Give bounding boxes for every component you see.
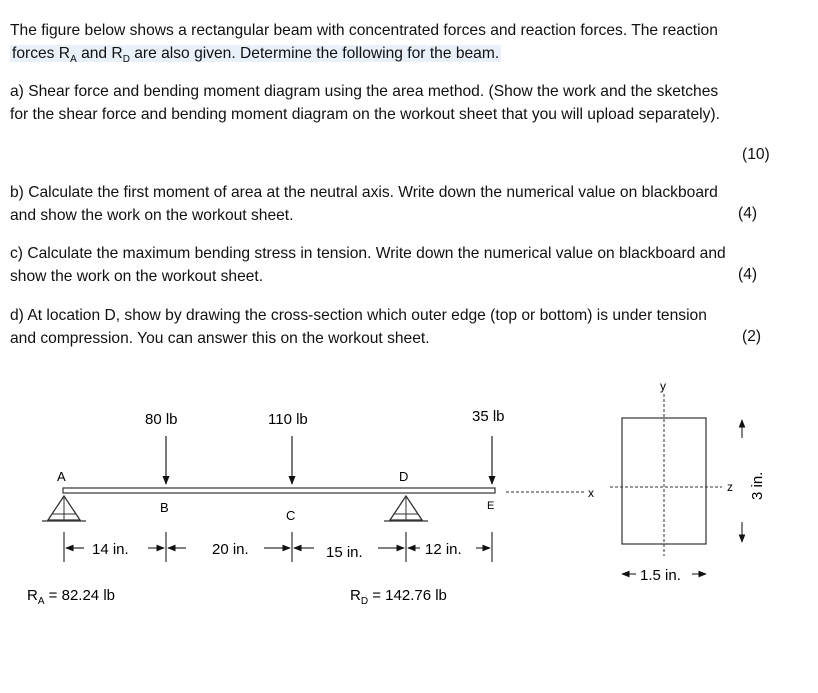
part-a-points: (10) bbox=[742, 146, 770, 163]
part-b-line-1: b) Calculate the first moment of area at the neutral axis. Write down the numerical value on blackboard bbox=[10, 184, 718, 201]
width-label: 1.5 in. bbox=[640, 567, 681, 584]
height-label: 3 in. bbox=[749, 471, 766, 500]
beam-body bbox=[63, 488, 495, 493]
intro-line-1: The figure below shows a rectangular beam with concentrated forces and reaction forces. The reaction bbox=[10, 22, 718, 39]
span-label-ab: 14 in. bbox=[92, 541, 129, 558]
part-c-points: (4) bbox=[738, 266, 758, 283]
part-b-points: (4) bbox=[738, 205, 758, 222]
span-label-de: 12 in. bbox=[425, 541, 462, 558]
point-label-d: D bbox=[399, 469, 409, 484]
part-a-line-2: for the shear force and bending moment diagram on the workout sheet that you will upload separately). bbox=[10, 106, 720, 123]
point-label-c: C bbox=[286, 508, 296, 523]
part-d-points: (2) bbox=[742, 328, 762, 345]
point-label-b: B bbox=[160, 500, 169, 515]
support-d bbox=[384, 496, 428, 521]
point-label-e: E bbox=[487, 500, 495, 512]
reaction-d-label: $R_D = 142.76$ lb bbox=[350, 587, 447, 607]
part-c-line-2: show the work on the workout sheet. bbox=[10, 268, 264, 285]
part-a-line-1: a) Shear force and bending moment diagram using the area method. (Show the work and the sketches bbox=[10, 83, 719, 100]
x-axis-label: x bbox=[588, 486, 594, 500]
part-d-line-2: and compression. You can answer this on the workout sheet. bbox=[10, 330, 430, 347]
support-a bbox=[42, 496, 86, 521]
load-label-80: 80 lb bbox=[145, 411, 178, 428]
part-b-line-2: and show the work on the workout sheet. bbox=[10, 207, 294, 224]
part-c-line-1: c) Calculate the maximum bending stress in tension. Write down the numerical value on blackboard and bbox=[10, 245, 726, 262]
load-label-35: 35 lb bbox=[472, 408, 505, 425]
z-axis-label: z bbox=[727, 480, 733, 494]
span-label-cd: 15 in. bbox=[326, 544, 363, 561]
point-label-a: A bbox=[57, 469, 66, 484]
load-label-110: 110 lb bbox=[268, 411, 308, 428]
part-d-line-1: d) At location D, show by drawing the cross-section which outer edge (top or bottom) is under tension bbox=[10, 307, 707, 324]
reaction-a-label: $R_A = 82.24$ lb bbox=[27, 587, 115, 607]
intro-line-2: forces $R_A$ and $R_D$ are also given. Determine the following for the beam. bbox=[12, 45, 500, 66]
y-axis-label: y bbox=[660, 379, 666, 393]
span-label-bc: 20 in. bbox=[212, 541, 249, 558]
